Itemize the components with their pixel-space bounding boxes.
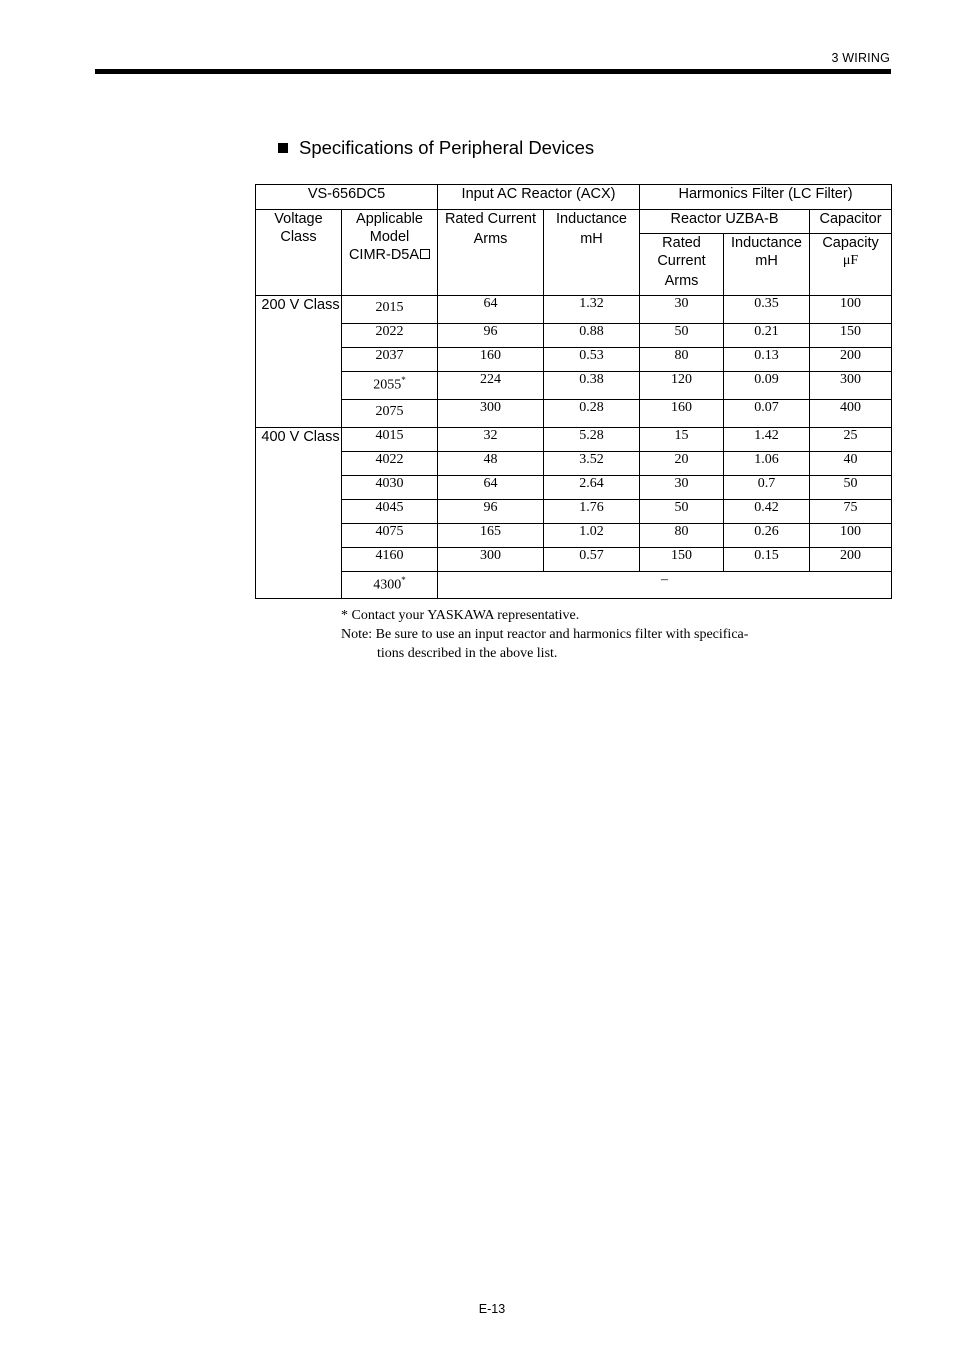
capacity-cell: 400 [810,400,892,428]
model-cell: 2075 [342,400,438,428]
reactor-inductance-cell: 0.13 [724,348,810,372]
header-voltage-class: Voltage Class [256,210,342,296]
reactor-current-cell: 15 [640,428,724,452]
acx-inductance-cell: 0.28 [544,400,640,428]
acx-inductance-cell: 0.38 [544,372,640,400]
table-row [256,500,892,524]
acx-current-cell: 300 [438,400,544,428]
group-header-acx: Input AC Reactor (ACX) [438,185,640,210]
acx-inductance-cell: 0.53 [544,348,640,372]
note-line-1: Note: Be sure to use an input reactor and harmonics filter with specifica- [341,627,749,642]
model-cell: 4015 [342,428,438,452]
section-title-text: Specifications of Peripheral Devices [299,137,595,158]
table-row [256,296,892,324]
model-cell: 4300* [342,572,438,599]
reactor-current-cell: 20 [640,452,724,476]
acx-current-cell: 96 [438,324,544,348]
model-cell: 2055* [342,372,438,400]
reactor-inductance-cell: 0.42 [724,500,810,524]
chapter-header: 3 WIRING [831,51,890,65]
model-cell: 4045 [342,500,438,524]
acx-inductance-cell: 3.52 [544,452,640,476]
voltage-class-200: 200 V Class [256,296,342,428]
capacity-cell: 150 [810,324,892,348]
header-reactor-inductance: Inductance mH [724,234,810,296]
reactor-inductance-cell: 0.07 [724,400,810,428]
table-row [256,428,892,452]
placeholder-box-icon [420,249,430,259]
model-cell: 4022 [342,452,438,476]
acx-inductance-cell: 2.64 [544,476,640,500]
peripheral-devices-table [255,184,892,599]
reactor-current-cell: 30 [640,296,724,324]
reactor-current-cell: 50 [640,324,724,348]
acx-current-cell: 48 [438,452,544,476]
voltage-class-400: 400 V Class [256,428,342,599]
table-row [256,548,892,572]
table-row [256,524,892,548]
group-header-lc: Harmonics Filter (LC Filter) [640,185,892,210]
square-bullet-icon [278,143,288,153]
acx-current-cell: 160 [438,348,544,372]
capacity-cell: 100 [810,296,892,324]
reactor-current-cell: 30 [640,476,724,500]
model-cell: 4030 [342,476,438,500]
model-cell: 2015 [342,296,438,324]
table-row [256,400,892,428]
acx-current-cell: 224 [438,372,544,400]
reactor-inductance-cell: 0.7 [724,476,810,500]
reactor-current-cell: 80 [640,348,724,372]
acx-inductance-cell: 0.88 [544,324,640,348]
reactor-inductance-cell: 0.09 [724,372,810,400]
acx-inductance-cell: 1.32 [544,296,640,324]
reactor-inductance-cell: 0.35 [724,296,810,324]
reactor-inductance-cell: 0.15 [724,548,810,572]
capacity-cell: 200 [810,548,892,572]
table-row [256,324,892,348]
not-applicable-cell: – [438,572,892,599]
acx-current-cell: 165 [438,524,544,548]
header-reactor: Reactor UZBA-B [640,210,810,234]
note-line-2: tions described in the above list. [377,646,558,661]
reactor-current-cell: 120 [640,372,724,400]
table-row [256,452,892,476]
model-cell: 4160 [342,548,438,572]
header-capacitor: Capacitor [810,210,892,234]
header-capacity: Capacity μF [810,234,892,296]
header-applicable-model: Applicable Model CIMR-D5A [342,210,438,296]
acx-current-cell: 32 [438,428,544,452]
table-row [256,372,892,400]
reactor-inductance-cell: 0.21 [724,324,810,348]
header-rule [95,69,891,74]
table-notes [341,606,748,663]
acx-current-cell: 300 [438,548,544,572]
header-acx-current: Rated Current Arms [438,210,544,296]
table-row [256,348,892,372]
reactor-inductance-cell: 0.26 [724,524,810,548]
header-acx-inductance: Inductance mH [544,210,640,296]
model-cell: 2022 [342,324,438,348]
acx-inductance-cell: 0.57 [544,548,640,572]
acx-inductance-cell: 5.28 [544,428,640,452]
acx-current-cell: 64 [438,476,544,500]
acx-inductance-cell: 1.76 [544,500,640,524]
page-number: E-13 [478,1302,506,1316]
capacity-cell: 200 [810,348,892,372]
capacity-cell: 40 [810,452,892,476]
capacity-cell: 100 [810,524,892,548]
footnote: * Contact your YASKAWA representative. [341,608,580,623]
acx-inductance-cell: 1.02 [544,524,640,548]
reactor-inductance-cell: 1.06 [724,452,810,476]
model-cell: 4075 [342,524,438,548]
reactor-current-cell: 50 [640,500,724,524]
table-row [256,476,892,500]
capacity-cell: 75 [810,500,892,524]
capacity-cell: 25 [810,428,892,452]
reactor-current-cell: 80 [640,524,724,548]
acx-current-cell: 96 [438,500,544,524]
acx-current-cell: 64 [438,296,544,324]
group-header-model: VS-656DC5 [256,185,438,210]
section-title [278,137,594,159]
reactor-inductance-cell: 1.42 [724,428,810,452]
reactor-current-cell: 150 [640,548,724,572]
model-cell: 2037 [342,348,438,372]
table-row [256,572,892,599]
capacity-cell: 300 [810,372,892,400]
header-reactor-current: Rated Current Arms [640,234,724,296]
capacity-cell: 50 [810,476,892,500]
reactor-current-cell: 160 [640,400,724,428]
